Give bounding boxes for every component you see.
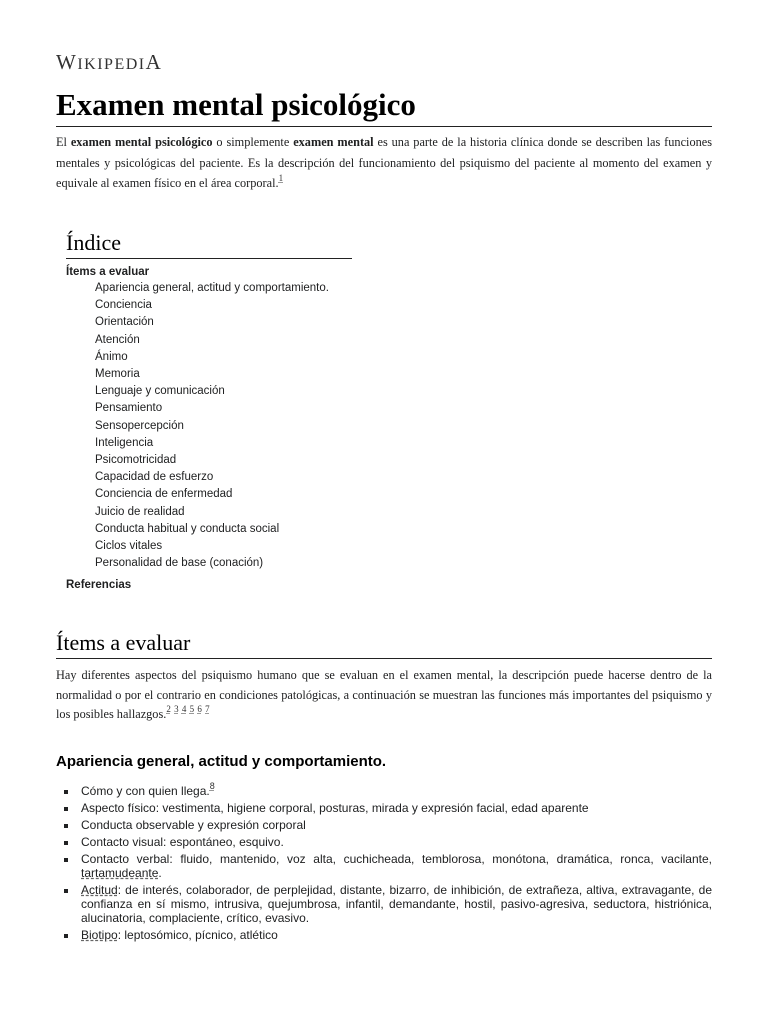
toc-item-items-a-evaluar[interactable]: Ítems a evaluar bbox=[66, 266, 150, 278]
toc-subitem[interactable]: Pensamiento bbox=[95, 402, 163, 415]
page-title: Examen mental psicológico bbox=[56, 86, 712, 127]
reference-link[interactable]: 3 bbox=[174, 704, 179, 714]
toc-item-referencias[interactable]: Referencias bbox=[66, 579, 132, 592]
toc-subitem[interactable]: Sensopercepción bbox=[95, 419, 184, 432]
reference-link[interactable]: 2 bbox=[166, 704, 171, 714]
toc-subitem[interactable]: Atención bbox=[95, 333, 140, 346]
list-item: Actitud: de interés, colaborador, de perplejidad, distante, bizarro, de inhibición, de extrañeza, altiva, extravagante, de confianza en sí mismo, intrusiva, quejumbrosa, infantil, demandante, hostil, pasivo-agresiva, seductora, histriónica, alucinatoria, complaciente, crítico, evasivo. bbox=[81, 883, 712, 925]
reference-link[interactable]: 7 bbox=[205, 704, 210, 714]
toc-subitem[interactable]: Memoria bbox=[95, 368, 140, 381]
list-item: Cómo y con quien llega.$^8$ bbox=[81, 784, 712, 798]
table-of-contents bbox=[66, 228, 352, 593]
bullet-list bbox=[56, 781, 712, 945]
toc-subitem[interactable]: Ánimo bbox=[95, 350, 128, 363]
reference-link[interactable]: 4 bbox=[181, 704, 187, 714]
toc-subitem[interactable]: Psicomotricidad bbox=[95, 454, 177, 467]
intro-paragraph: El examen mental psicológico o simplemente examen mental es una parte de la historia clínica donde se describen las funciones mentales y psicológicas del paciente. Es la descripción del funcionamiento del psiquismo del paciente al momento del examen y equivale al examen físico en el área corporal.$^1$ bbox=[56, 135, 712, 190]
toc-subitem[interactable]: Conciencia de enfermedad bbox=[95, 488, 233, 501]
toc-subitem[interactable]: Inteligencia bbox=[95, 436, 154, 449]
toc-heading: Índice bbox=[66, 228, 352, 259]
link-tartamudeante[interactable]: tartamudeante bbox=[81, 866, 159, 880]
reference-link[interactable]: 1 bbox=[278, 173, 284, 183]
toc-subitem[interactable]: Apariencia general, actitud y comportamiento. bbox=[95, 282, 329, 294]
list-item: Aspecto físico: vestimenta, higiene corporal, posturas, mirada y expresión facial, edad aparente bbox=[81, 801, 712, 815]
subsection-heading: Apariencia general, actitud y comportamiento. bbox=[56, 753, 387, 770]
reference-link[interactable]: 8 bbox=[209, 781, 215, 791]
toc-subitem[interactable]: Lenguaje y comunicación bbox=[95, 385, 225, 398]
link-actitud[interactable]: Actitud bbox=[81, 883, 118, 897]
reference-link[interactable]: 6 bbox=[197, 704, 202, 714]
toc-subitem[interactable]: Juicio de realidad bbox=[95, 505, 185, 518]
section-heading: Ítems a evaluar bbox=[56, 628, 712, 659]
list-item: Contacto verbal: fluido, mantenido, voz alta, cuchicheada, temblorosa, monótona, dramática, ronca, vacilante, tartamudeante. bbox=[81, 852, 712, 880]
list-item: Biotipo: leptosómico, pícnico, atlético bbox=[81, 928, 712, 942]
section-paragraph: Hay diferentes aspectos del psiquismo humano que se evaluan en el examen mental, la descripción puede hacerse dentro de la normalidad o por el contrario en condiciones patológicas, a continuación se muestran las funciones más importantes del psiquismo y los posibles hallazgos.$^{2 3 4 5 6 7}$ bbox=[56, 668, 712, 721]
list-item: Conducta observable y expresión corporal bbox=[81, 818, 712, 832]
toc-subitem[interactable]: Orientación bbox=[95, 316, 154, 329]
list-item: Contacto visual: espontáneo, esquivo. bbox=[81, 835, 712, 849]
toc-subitem[interactable]: Personalidad de base (conación) bbox=[95, 557, 264, 570]
link-biotipo[interactable]: Biotipo bbox=[81, 928, 118, 942]
toc-subitem[interactable]: Conducta habitual y conducta social bbox=[95, 522, 280, 535]
wikipedia-wordmark[interactable]: WIKIPEDIA bbox=[56, 50, 163, 74]
toc-subitem[interactable]: Capacidad de esfuerzo bbox=[95, 471, 214, 484]
toc-subitem[interactable]: Conciencia bbox=[95, 299, 152, 312]
reference-link[interactable]: 5 bbox=[189, 704, 195, 714]
toc-subitem[interactable]: Ciclos vitales bbox=[95, 540, 163, 553]
